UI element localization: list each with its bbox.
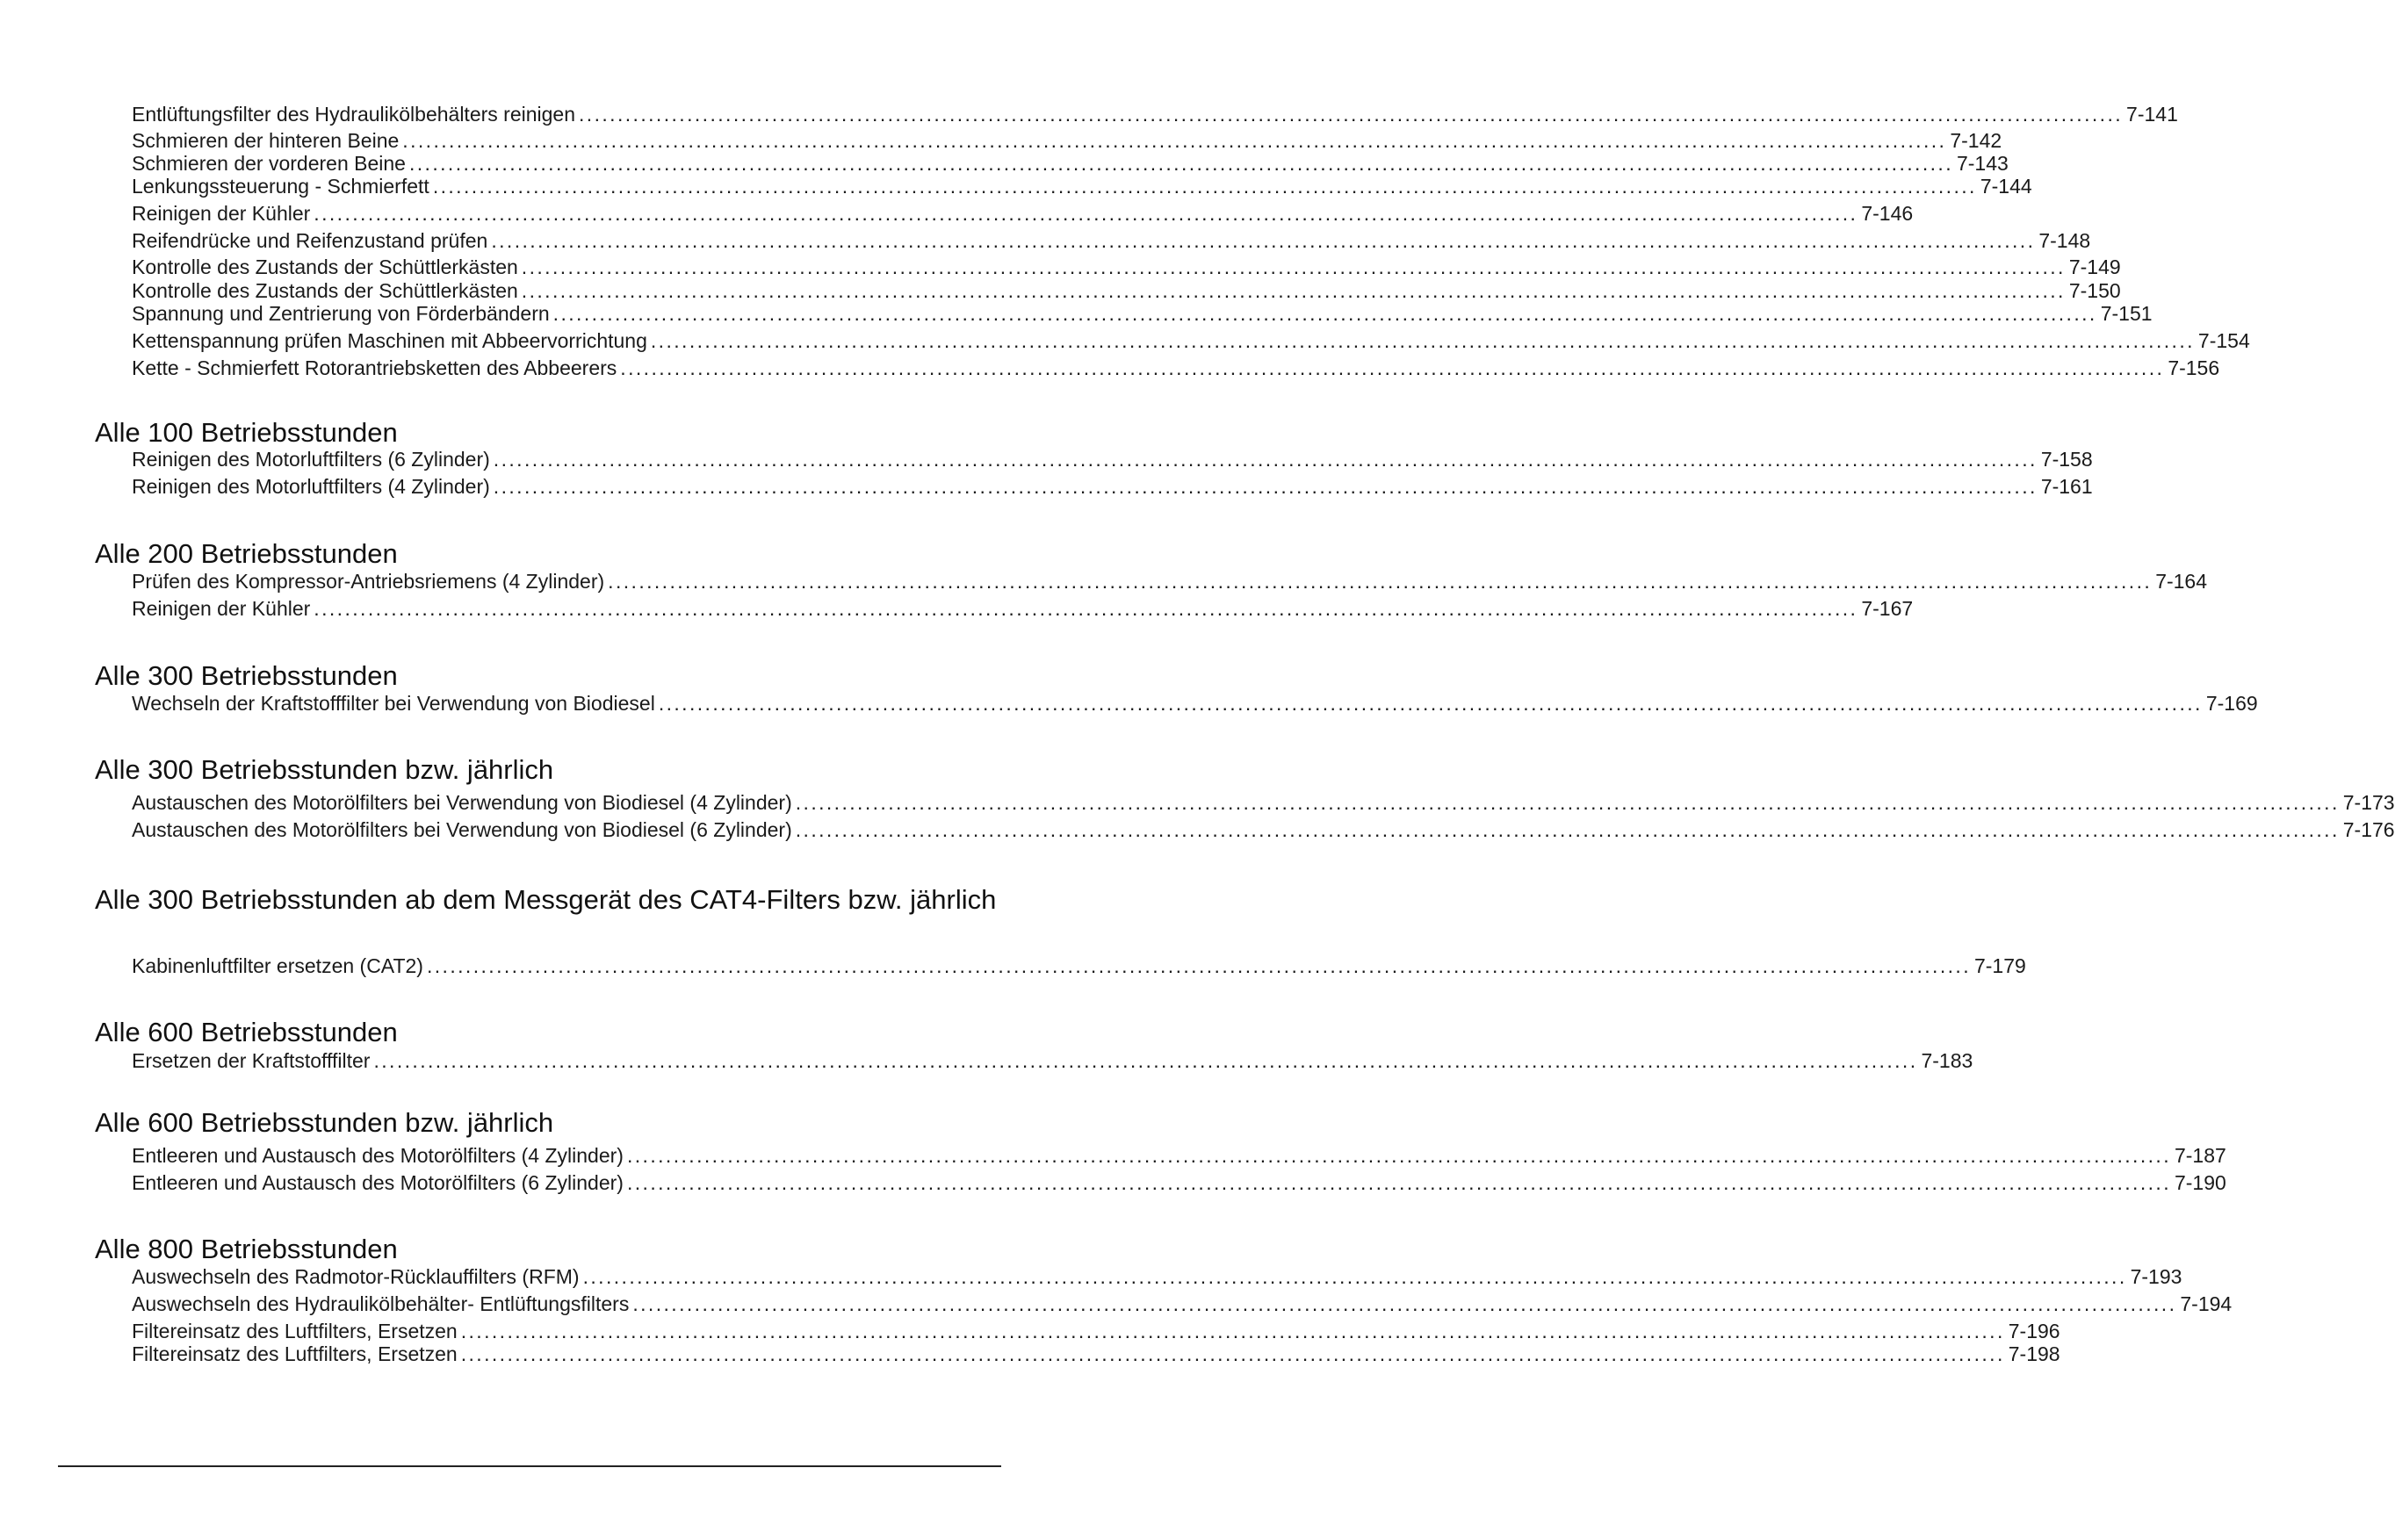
- dot-leader: ........................................................................................................................................................................................................: [795, 791, 2340, 814]
- dot-leader: ........................................................................................................................................................................................................: [795, 818, 2340, 841]
- dot-leader: ........................................................................................................................................................................................................: [521, 255, 2066, 278]
- dot-leader: ........................................................................................................................................................................................................: [658, 692, 2203, 715]
- toc-entry[interactable]: [132, 1264, 2182, 1289]
- dot-leader: ........................................................................................................................................................................................................: [579, 103, 2124, 126]
- toc-entry[interactable]: [132, 102, 2178, 126]
- toc-entry-title: Filtereinsatz des Luftfilters, Ersetzen: [132, 1342, 458, 1365]
- toc-entry-title: Kette - Schmierfett Rotorantriebsketten des Abbeerers: [132, 356, 617, 379]
- dot-leader: ........................................................................................................................................................................................................: [426, 954, 1971, 977]
- toc-entry-page: 7-173: [2342, 791, 2395, 814]
- toc-entry-title: Spannung und Zentrierung von Förderbändern: [132, 302, 550, 325]
- dot-leader: ........................................................................................................................................................................................................: [432, 175, 1977, 198]
- dot-leader: ........................................................................................................................................................................................................: [620, 356, 2165, 379]
- toc-entry[interactable]: [132, 255, 2121, 279]
- toc-entry[interactable]: [132, 1292, 2233, 1316]
- toc-entry-title: Prüfen des Kompressor-Antriebsriemens (4 Zylinder): [132, 570, 605, 593]
- toc-entry[interactable]: [132, 201, 1914, 226]
- toc-entry[interactable]: [132, 1319, 2060, 1343]
- toc-entry[interactable]: [132, 1048, 1973, 1073]
- toc-entry-page: 7-148: [2038, 229, 2091, 252]
- toc-entry-title: Schmieren der hinteren Beine: [132, 129, 400, 152]
- dot-leader: ........................................................................................................................................................................................................: [460, 1320, 2005, 1342]
- toc-entry-page: 7-154: [2197, 329, 2250, 352]
- toc-entry[interactable]: [132, 691, 2258, 716]
- toc-entry-title: Auswechseln des Hydraulikölbehälter- Entlüftungsfilters: [132, 1292, 630, 1315]
- section-heading: Alle 300 Betriebsstunden ab dem Messgerät des CAT4-Filters bzw. jährlich: [95, 884, 997, 915]
- section-heading: Alle 800 Betriebsstunden: [95, 1234, 398, 1264]
- dot-leader: ........................................................................................................................................................................................................: [408, 152, 1953, 175]
- toc-entry-page: 7-161: [2040, 475, 2093, 498]
- toc-entry[interactable]: [132, 569, 2208, 594]
- toc-entry-page: 7-158: [2040, 448, 2093, 471]
- toc-entry-page: 7-144: [1980, 175, 2032, 198]
- toc-entry-page: 7-193: [2130, 1265, 2182, 1288]
- dot-leader: ........................................................................................................................................................................................................: [650, 329, 2195, 352]
- toc-entry-page: 7-141: [2126, 103, 2178, 126]
- section-heading: Alle 600 Betriebsstunden: [95, 1017, 398, 1047]
- toc-entry-title: Entlüftungsfilter des Hydraulikölbehälters reinigen: [132, 103, 576, 126]
- toc-entry-page: 7-196: [2008, 1320, 2060, 1342]
- toc-entry-page: 7-150: [2068, 279, 2121, 302]
- toc-entry[interactable]: [132, 228, 2091, 253]
- toc-entry-page: 7-183: [1921, 1049, 1973, 1072]
- toc-entry-page: 7-149: [2068, 255, 2121, 278]
- toc-entry-title: Austauschen des Motorölfilters bei Verwendung von Biodiesel (6 Zylinder): [132, 818, 792, 841]
- toc-entry-page: 7-176: [2342, 818, 2395, 841]
- dot-leader: ........................................................................................................................................................................................................: [460, 1342, 2005, 1365]
- dot-leader: ........................................................................................................................................................................................................: [402, 129, 1947, 152]
- section-heading: Alle 300 Betriebsstunden bzw. jährlich: [95, 754, 554, 785]
- toc-entry-title: Reinigen des Motorluftfilters (6 Zylinder): [132, 448, 490, 471]
- toc-entry[interactable]: [132, 817, 2395, 842]
- dot-leader: ........................................................................................................................................................................................................: [373, 1049, 1918, 1072]
- toc-entry-page: 7-190: [2174, 1171, 2226, 1194]
- toc-entry-page: 7-164: [2155, 570, 2208, 593]
- toc-entry-title: Kontrolle des Zustands der Schüttlerkästen: [132, 255, 518, 278]
- toc-entry-title: Lenkungssteuerung - Schmierfett: [132, 175, 429, 198]
- dot-leader: ........................................................................................................................................................................................................: [491, 229, 2036, 252]
- toc-entry-page: 7-169: [2205, 692, 2258, 715]
- toc-entry-title: Ersetzen der Kraftstofffilter: [132, 1049, 371, 1072]
- toc-entry-title: Kettenspannung prüfen Maschinen mit Abbeervorrichtung: [132, 329, 647, 352]
- toc-entry-title: Reinigen der Kühler: [132, 202, 311, 225]
- toc-entry[interactable]: [132, 1170, 2226, 1195]
- toc-entry-page: 7-156: [2168, 356, 2220, 379]
- toc-entry-page: 7-179: [1973, 954, 2026, 977]
- toc-entry[interactable]: [132, 328, 2250, 353]
- toc-entry-page: 7-151: [2100, 302, 2153, 325]
- dot-leader: ........................................................................................................................................................................................................: [314, 202, 1858, 225]
- toc-entry-title: Entleeren und Austausch des Motorölfilters (6 Zylinder): [132, 1171, 624, 1194]
- toc-entry[interactable]: [132, 151, 2009, 176]
- toc-entry[interactable]: [132, 278, 2121, 303]
- toc-entry-page: 7-143: [1956, 152, 2009, 175]
- dot-leader: ........................................................................................................................................................................................................: [493, 475, 2038, 498]
- toc-entry-page: 7-146: [1861, 202, 1914, 225]
- toc-entry-title: Auswechseln des Radmotor-Rücklauffilters (RFM): [132, 1265, 580, 1288]
- dot-leader: ........................................................................................................................................................................................................: [493, 448, 2038, 471]
- toc-entry[interactable]: [132, 356, 2220, 380]
- section-heading: Alle 100 Betriebsstunden: [95, 417, 398, 448]
- toc-entry[interactable]: [132, 790, 2395, 815]
- toc-entry-title: Kontrolle des Zustands der Schüttlerkästen: [132, 279, 518, 302]
- toc-entry[interactable]: [132, 1143, 2226, 1168]
- toc-entry-title: Reinigen der Kühler: [132, 597, 311, 620]
- dot-leader: ........................................................................................................................................................................................................: [521, 279, 2066, 302]
- toc-entry-title: Reifendrücke und Reifenzustand prüfen: [132, 229, 488, 252]
- dot-leader: ........................................................................................................................................................................................................: [626, 1144, 2171, 1167]
- toc-entry[interactable]: [132, 596, 1914, 621]
- dot-leader: ........................................................................................................................................................................................................: [582, 1265, 2127, 1288]
- toc-entry-title: Entleeren und Austausch des Motorölfilters (4 Zylinder): [132, 1144, 624, 1167]
- toc-entry-title: Reinigen des Motorluftfilters (4 Zylinder): [132, 475, 490, 498]
- dot-leader: ........................................................................................................................................................................................................: [552, 302, 2097, 325]
- toc-entry-title: Austauschen des Motorölfilters bei Verwendung von Biodiesel (4 Zylinder): [132, 791, 792, 814]
- toc-entry[interactable]: [132, 474, 2093, 499]
- toc-entry[interactable]: [132, 447, 2093, 471]
- toc-entry-title: Wechseln der Kraftstofffilter bei Verwendung von Biodiesel: [132, 692, 655, 715]
- toc-entry-title: Filtereinsatz des Luftfilters, Ersetzen: [132, 1320, 458, 1342]
- dot-leader: ........................................................................................................................................................................................................: [632, 1292, 2177, 1315]
- toc-entry[interactable]: [132, 174, 2032, 198]
- toc-entry-page: 7-167: [1861, 597, 1914, 620]
- section-heading: Alle 600 Betriebsstunden bzw. jährlich: [95, 1107, 554, 1138]
- toc-entry-title: Schmieren der vorderen Beine: [132, 152, 406, 175]
- dot-leader: ........................................................................................................................................................................................................: [626, 1171, 2171, 1194]
- toc-entry-page: 7-198: [2008, 1342, 2060, 1365]
- toc-entry[interactable]: [132, 301, 2153, 326]
- footer-divider: [58, 1465, 1001, 1467]
- toc-entry[interactable]: [132, 128, 2002, 153]
- toc-entry[interactable]: [132, 1342, 2060, 1366]
- section-heading: Alle 300 Betriebsstunden: [95, 660, 398, 691]
- toc-entry-title: Kabinenluftfilter ersetzen (CAT2): [132, 954, 423, 977]
- toc-entry-page: 7-142: [1950, 129, 2002, 152]
- toc-entry[interactable]: [132, 954, 2026, 978]
- dot-leader: ........................................................................................................................................................................................................: [314, 597, 1858, 620]
- dot-leader: ........................................................................................................................................................................................................: [608, 570, 2153, 593]
- toc-entry-page: 7-194: [2180, 1292, 2233, 1315]
- section-heading: Alle 200 Betriebsstunden: [95, 538, 398, 569]
- toc-entry-page: 7-187: [2174, 1144, 2226, 1167]
